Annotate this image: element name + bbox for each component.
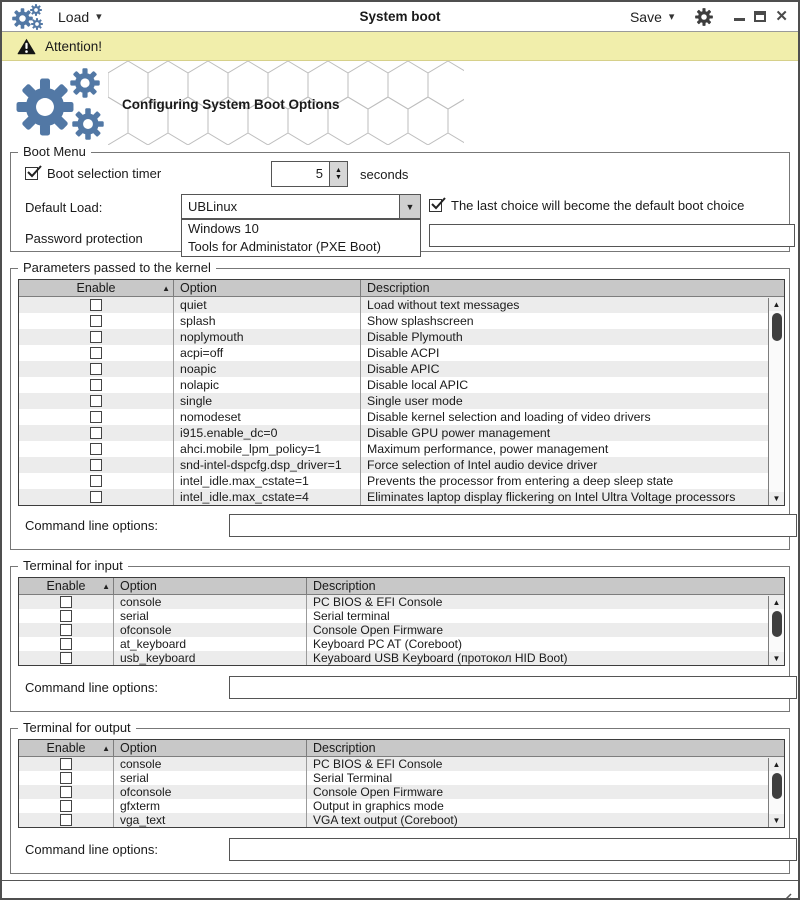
enable-cell <box>19 457 173 473</box>
scrollbar-thumb[interactable] <box>772 773 782 799</box>
table-row[interactable] <box>19 361 784 377</box>
enable-checkbox[interactable] <box>90 299 102 311</box>
table-row[interactable] <box>19 329 784 345</box>
enable-cell <box>19 425 173 441</box>
table-row[interactable] <box>19 799 784 813</box>
description-cell: Prevents the processor from entering a deep sleep state <box>360 473 784 489</box>
enable-cell <box>19 409 173 425</box>
enable-checkbox[interactable] <box>60 610 72 622</box>
terminal-input-group <box>10 558 790 712</box>
spinner-buttons[interactable] <box>330 161 348 187</box>
scroll-up-icon[interactable]: ▲ <box>769 298 784 311</box>
table-row[interactable] <box>19 757 784 771</box>
enable-checkbox[interactable] <box>60 624 72 636</box>
close-button[interactable]: ✕ <box>775 8 788 25</box>
description-cell: Disable GPU power management <box>360 425 784 441</box>
titlebar <box>2 2 798 32</box>
description-cell: Force selection of Intel audio device driver <box>360 457 784 473</box>
description-cell: Disable kernel selection and loading of video drivers <box>360 409 784 425</box>
option-cell: gfxterm <box>113 799 306 813</box>
attention-banner-text: Attention! <box>45 38 103 54</box>
scrollbar-thumb[interactable] <box>772 611 782 637</box>
sort-asc-icon: ▲ <box>102 581 110 591</box>
enable-checkbox[interactable] <box>90 379 102 391</box>
enable-checkbox[interactable] <box>60 772 72 784</box>
table-row[interactable] <box>19 313 784 329</box>
last-choice-checkbox[interactable] <box>429 199 442 212</box>
page-title: Configuring System Boot Options <box>122 97 340 112</box>
enable-cell <box>19 771 113 785</box>
enable-cell <box>19 361 173 377</box>
terminal-input-legend: Terminal for input <box>18 558 128 573</box>
kernel-params-table <box>18 279 785 506</box>
table-row[interactable] <box>19 489 784 505</box>
command-line-label: Command line options: <box>25 680 158 695</box>
option-cell: nolapic <box>173 377 360 393</box>
password-protection-input[interactable] <box>429 224 795 247</box>
spin-down-icon[interactable]: ▼ <box>335 174 342 181</box>
description-cell: Serial Terminal <box>306 771 784 785</box>
enable-cell <box>19 623 113 637</box>
terminal-input-command-line-input[interactable] <box>229 676 797 699</box>
description-cell: Keyaboard USB Keyboard (протокол HID Boot) <box>306 651 784 665</box>
option-cell: vga_text <box>113 813 306 827</box>
terminal-output-legend: Terminal for output <box>18 720 136 735</box>
load-menu-label: Load <box>58 8 90 25</box>
boot-menu-group <box>10 144 790 254</box>
enable-checkbox[interactable] <box>90 491 102 503</box>
scroll-up-icon[interactable]: ▲ <box>769 758 784 771</box>
enable-cell <box>19 329 173 345</box>
description-cell: Serial terminal <box>306 609 784 623</box>
enable-cell <box>19 345 173 361</box>
enable-checkbox[interactable] <box>60 638 72 650</box>
kernel-params-group <box>10 260 790 550</box>
option-cell: ofconsole <box>113 785 306 799</box>
description-cell: Show splashscreen <box>360 313 784 329</box>
attention-banner <box>2 32 798 61</box>
load-menu-button[interactable] <box>58 9 102 25</box>
enable-checkbox[interactable] <box>90 347 102 359</box>
description-cell: VGA text output (Coreboot) <box>306 813 784 827</box>
option-cell: nomodeset <box>173 409 360 425</box>
page-header <box>2 61 798 145</box>
combo-arrow-icon: ▼ <box>405 201 415 212</box>
table-row[interactable] <box>19 785 784 799</box>
column-header-enable[interactable]: Enable ▲ <box>46 579 110 593</box>
enable-checkbox[interactable] <box>90 315 102 327</box>
seconds-unit-label: seconds <box>360 167 409 182</box>
option-cell: intel_idle.max_cstate=1 <box>173 473 360 489</box>
enable-checkbox[interactable] <box>60 800 72 812</box>
kernel-command-line-input[interactable] <box>229 514 797 537</box>
option-cell: at_keyboard <box>113 637 306 651</box>
terminal-output-table <box>18 739 785 828</box>
dropdown-option[interactable]: Windows 10 <box>188 221 259 236</box>
option-cell: snd-intel-dspcfg.dsp_driver=1 <box>173 457 360 473</box>
table-header-row <box>19 578 784 595</box>
default-load-label: Default Load: <box>25 200 103 215</box>
description-cell: Keyboard PC AT (Coreboot) <box>306 637 784 651</box>
option-cell: usb_keyboard <box>113 651 306 665</box>
table-row[interactable] <box>19 409 784 425</box>
option-cell: intel_idle.max_cstate=4 <box>173 489 360 505</box>
default-load-selected: UBLinux <box>188 199 238 214</box>
option-cell: ahci.mobile_lpm_policy=1 <box>173 441 360 457</box>
spin-up-icon[interactable]: ▲ <box>335 167 342 174</box>
option-cell: splash <box>173 313 360 329</box>
enable-checkbox[interactable] <box>90 475 102 487</box>
table-row[interactable] <box>19 623 784 637</box>
table-row[interactable] <box>19 345 784 361</box>
vertical-scrollbar[interactable] <box>768 758 784 827</box>
table-row[interactable] <box>19 425 784 441</box>
sort-asc-icon: ▲ <box>102 743 110 753</box>
description-cell: Disable ACPI <box>360 345 784 361</box>
enable-checkbox[interactable] <box>60 758 72 770</box>
option-cell: noapic <box>173 361 360 377</box>
option-cell: single <box>173 393 360 409</box>
column-header-enable[interactable]: Enable ▲ <box>46 741 110 755</box>
save-menu-button[interactable] <box>630 9 674 25</box>
table-row[interactable] <box>19 441 784 457</box>
default-load-dropdown-list <box>181 219 421 257</box>
enable-checkbox[interactable] <box>90 427 102 439</box>
vertical-scrollbar[interactable] <box>768 596 784 665</box>
option-cell: quiet <box>173 297 360 313</box>
timer-seconds-value[interactable]: 5 <box>271 161 330 187</box>
enable-checkbox[interactable] <box>90 411 102 423</box>
enable-cell <box>19 313 173 329</box>
gears-icon <box>14 66 106 140</box>
description-cell: PC BIOS & EFI Console <box>306 757 784 771</box>
terminal-input-table <box>18 577 785 666</box>
boot-timer-label: Boot selection timer <box>47 166 162 181</box>
enable-cell <box>19 441 173 457</box>
table-row[interactable] <box>19 457 784 473</box>
enable-cell <box>19 489 173 505</box>
table-header-row <box>19 280 784 297</box>
scroll-up-icon[interactable]: ▲ <box>769 596 784 609</box>
option-cell: i915.enable_dc=0 <box>173 425 360 441</box>
description-cell: Disable APIC <box>360 361 784 377</box>
password-protection-label: Password protection <box>25 231 143 246</box>
option-cell: console <box>113 595 306 609</box>
option-cell: serial <box>113 609 306 623</box>
enable-cell <box>19 595 113 609</box>
warning-triangle-icon <box>17 38 36 55</box>
table-header-row <box>19 740 784 757</box>
description-cell: Maximum performance, power management <box>360 441 784 457</box>
description-cell: PC BIOS & EFI Console <box>306 595 784 609</box>
enable-checkbox[interactable] <box>90 395 102 407</box>
vertical-scrollbar[interactable] <box>768 298 784 505</box>
column-header-option[interactable]: Option <box>173 280 360 296</box>
scrollbar-thumb[interactable] <box>772 313 782 341</box>
enable-checkbox[interactable] <box>90 331 102 343</box>
command-line-label: Command line options: <box>25 518 158 533</box>
column-header-enable[interactable]: Enable ▲ <box>76 281 170 295</box>
last-choice-label: The last choice will become the default boot choice <box>451 198 745 213</box>
table-row[interactable] <box>19 609 784 623</box>
table-row[interactable] <box>19 393 784 409</box>
description-cell: Output in graphics mode <box>306 799 784 813</box>
table-row[interactable] <box>19 473 784 489</box>
dropdown-option[interactable]: Tools for Administator (PXE Boot) <box>188 239 381 254</box>
scroll-down-icon[interactable]: ▼ <box>769 652 784 665</box>
option-cell: noplymouth <box>173 329 360 345</box>
app-logo-gears-icon <box>12 4 44 30</box>
description-cell: Load without text messages <box>360 297 784 313</box>
maximize-button[interactable] <box>754 11 766 22</box>
column-header-option[interactable]: Option <box>113 740 306 756</box>
enable-checkbox[interactable] <box>90 459 102 471</box>
chevron-down-icon: ▾ <box>668 11 675 23</box>
enable-cell <box>19 785 113 799</box>
terminal-output-group <box>10 720 790 874</box>
enable-cell <box>19 609 113 623</box>
description-cell: Single user mode <box>360 393 784 409</box>
column-header-option[interactable]: Option <box>113 578 306 594</box>
minimize-button[interactable] <box>734 18 745 21</box>
column-header-description[interactable]: Description <box>306 578 784 594</box>
timer-seconds-stepper <box>271 161 348 187</box>
boot-timer-checkbox[interactable] <box>25 167 38 180</box>
enable-cell <box>19 637 113 651</box>
scroll-down-icon[interactable]: ▼ <box>769 814 784 827</box>
table-row[interactable] <box>19 297 784 313</box>
default-load-combobox[interactable] <box>181 194 421 219</box>
description-cell: Disable local APIC <box>360 377 784 393</box>
enable-cell <box>19 799 113 813</box>
sort-asc-icon: ▲ <box>162 283 170 293</box>
enable-cell <box>19 473 173 489</box>
column-header-description[interactable]: Description <box>306 740 784 756</box>
enable-checkbox[interactable] <box>60 814 72 826</box>
table-row[interactable] <box>19 813 784 827</box>
enable-cell <box>19 757 113 771</box>
window-title: System boot <box>359 9 441 24</box>
table-row[interactable] <box>19 651 784 665</box>
chevron-down-icon: ▾ <box>96 11 102 23</box>
description-cell: Disable Plymouth <box>360 329 784 345</box>
option-cell: serial <box>113 771 306 785</box>
enable-checkbox[interactable] <box>90 363 102 375</box>
description-cell: Console Open Firmware <box>306 785 784 799</box>
option-cell: acpi=off <box>173 345 360 361</box>
resize-grip-icon[interactable] <box>777 887 793 900</box>
description-cell: Console Open Firmware <box>306 623 784 637</box>
enable-cell <box>19 393 173 409</box>
enable-checkbox[interactable] <box>60 786 72 798</box>
command-line-label: Command line options: <box>25 842 158 857</box>
column-header-description[interactable]: Description <box>360 280 784 296</box>
settings-gear-icon[interactable] <box>694 7 714 27</box>
table-row[interactable] <box>19 377 784 393</box>
enable-cell <box>19 813 113 827</box>
description-cell: Eliminates laptop display flickering on Intel Ultra Voltage processors <box>360 489 784 505</box>
enable-cell <box>19 377 173 393</box>
save-menu-label: Save <box>629 8 662 25</box>
enable-cell <box>19 297 173 313</box>
option-cell: ofconsole <box>113 623 306 637</box>
table-row[interactable] <box>19 637 784 651</box>
enable-checkbox[interactable] <box>60 652 72 664</box>
status-bar <box>2 880 798 900</box>
scroll-down-icon[interactable]: ▼ <box>769 492 784 505</box>
kernel-params-legend: Parameters passed to the kernel <box>18 260 216 275</box>
combo-dropdown-button[interactable] <box>399 195 420 218</box>
table-row[interactable] <box>19 771 784 785</box>
enable-cell <box>19 651 113 665</box>
option-cell: console <box>113 757 306 771</box>
terminal-output-command-line-input[interactable] <box>229 838 797 861</box>
boot-menu-legend: Boot Menu <box>18 144 91 159</box>
enable-checkbox[interactable] <box>60 596 72 608</box>
table-row[interactable] <box>19 595 784 609</box>
enable-checkbox[interactable] <box>90 443 102 455</box>
